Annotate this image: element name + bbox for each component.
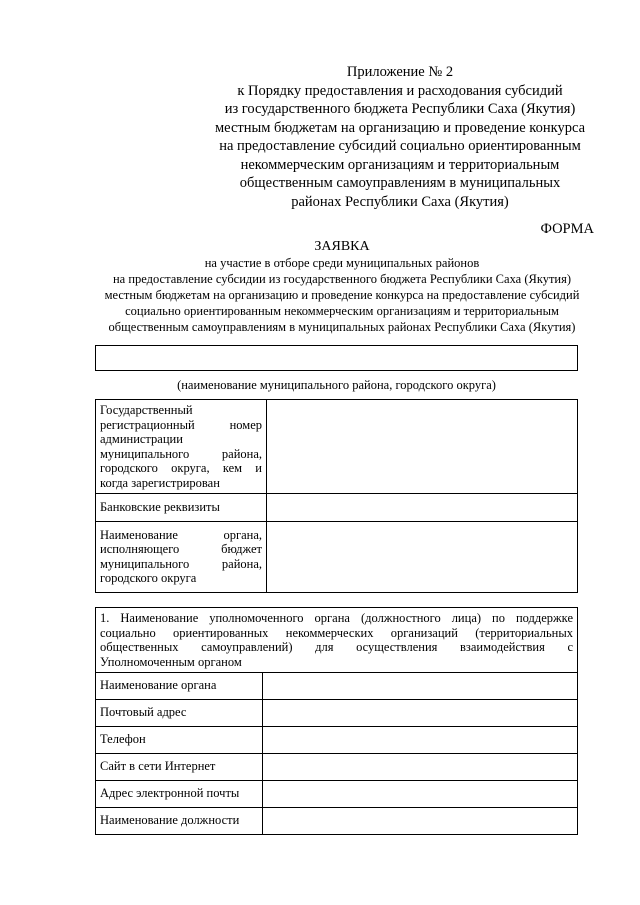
table-row <box>96 781 578 808</box>
registration-number-value[interactable] <box>267 400 578 494</box>
authorized-body-table <box>95 607 578 835</box>
email-label: Адрес электронной почты <box>96 781 263 808</box>
bank-details-label: Банковские реквизиты <box>96 494 267 522</box>
appendix-line: на предоставление субсидий социально ориентированным <box>219 138 581 154</box>
position-title-label: Наименование должности <box>96 808 263 835</box>
title-line: на предоставление субсидии из государственного бюджета Республики Саха (Якутия) <box>112 272 572 286</box>
title-line: местным бюджетам на организацию и проведение конкурса на предоставление субсидий <box>104 288 580 302</box>
application-title <box>76 238 608 335</box>
website-value[interactable] <box>263 754 578 781</box>
title-line: общественным самоуправлениям в муниципальных районах Республики Саха (Якутия) <box>108 320 576 334</box>
table-row <box>96 700 578 727</box>
appendix-line: к Порядку предоставления и расходования субсидий <box>237 82 563 99</box>
municipality-name-caption: (наименование муниципального района, городского округа) <box>177 378 496 392</box>
appendix-line: общественным самоуправлениям в муниципальных <box>239 175 561 191</box>
phone-value[interactable] <box>263 727 578 754</box>
title-line: социально ориентированным некоммерческим организациям и территориальным <box>125 304 559 318</box>
body-name-label: Наименование органа <box>96 673 263 700</box>
title-main: ЗАЯВКА <box>314 239 370 254</box>
email-value[interactable] <box>263 781 578 808</box>
table-row <box>96 673 578 700</box>
budget-authority-label: Наименование органа, исполняющего бюджет муниципального района, городского округа <box>96 521 267 592</box>
appendix-header <box>180 63 620 211</box>
title-line: на участие в отборе среди муниципальных районов <box>204 256 480 270</box>
table-row <box>96 494 578 522</box>
form-label: ФОРМА <box>540 221 594 237</box>
authorized-body-header: 1. Наименование уполномоченного органа (должностного лица) по поддержке социально ориентированных некоммерческих организаций (территориальных общественных самоуправлений) для осуществления взаимодействия с Уполномоченным органом <box>96 608 578 673</box>
position-title-value[interactable] <box>263 808 578 835</box>
table-row <box>96 808 578 835</box>
website-label: Сайт в сети Интернет <box>96 754 263 781</box>
phone-label: Телефон <box>96 727 263 754</box>
table-row <box>96 608 578 673</box>
bank-details-value[interactable] <box>267 494 578 522</box>
table-row <box>96 727 578 754</box>
registration-number-label: Государственный регистрационный номер администрации муниципального района, городского округа, кем и когда зарегистрирован <box>96 400 267 494</box>
table-row <box>96 754 578 781</box>
budget-authority-value[interactable] <box>267 521 578 592</box>
appendix-line: районах Республики Саха (Якутия) <box>291 193 509 210</box>
registration-details-table <box>95 399 578 593</box>
appendix-line: из государственного бюджета Республики Саха (Якутия) <box>224 101 576 117</box>
body-name-value[interactable] <box>263 673 578 700</box>
postal-address-value[interactable] <box>263 700 578 727</box>
appendix-line: Приложение № 2 <box>346 64 454 80</box>
postal-address-label: Почтовый адрес <box>96 700 263 727</box>
appendix-line: некоммерческим организациям и территориальным <box>240 156 560 173</box>
table-row <box>96 521 578 592</box>
appendix-line: местным бюджетам на организацию и проведение конкурса <box>214 119 586 136</box>
table-row <box>96 400 578 494</box>
municipality-name-field[interactable] <box>95 345 578 371</box>
